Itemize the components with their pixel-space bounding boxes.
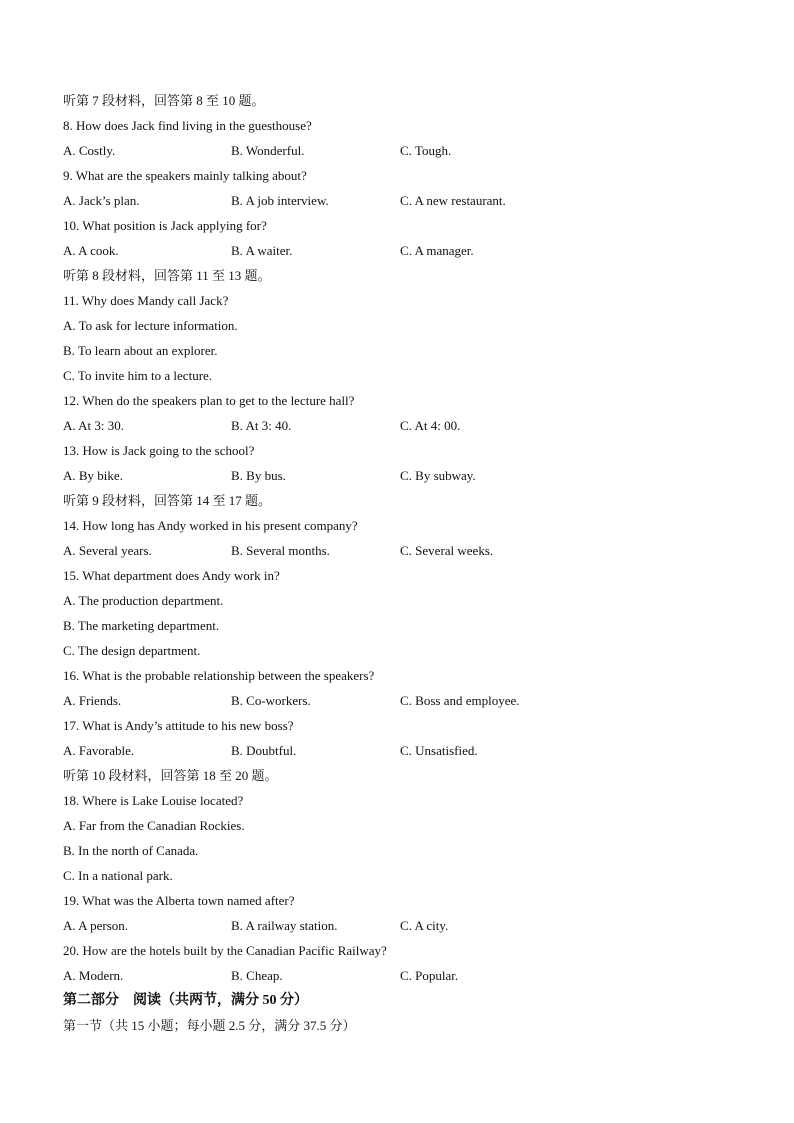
option-a: A. To ask for lecture information. — [63, 318, 238, 333]
question-9: 9. What are the speakers mainly talking about? — [63, 168, 307, 183]
section-instruction-10: 听第 10 段材料，回答第 18 至 20 题。 — [63, 768, 278, 783]
options-12 — [63, 413, 743, 438]
option-a: A. Jack’s plan. — [63, 193, 140, 208]
option-b: B. The marketing department. — [63, 618, 220, 633]
option-c: C. A new restaurant. — [400, 193, 506, 208]
option-a: A. Friends. — [63, 693, 122, 708]
option-a: A. Favorable. — [63, 743, 135, 758]
option-b: B. Co-workers. — [231, 693, 311, 708]
section-instruction-8: 听第 8 段材料，回答第 11 至 13 题。 — [63, 268, 271, 283]
option-a: A. Far from the Canadian Rockies. — [63, 818, 245, 833]
option-b: B. By bus. — [231, 468, 286, 483]
option-b: B. A waiter. — [231, 243, 293, 258]
option-a: A. The production department. — [63, 593, 224, 608]
options-14 — [63, 538, 743, 563]
option-a: A. At 3: 30. — [63, 418, 125, 433]
section-instruction-9: 听第 9 段材料，回答第 14 至 17 题。 — [63, 493, 272, 508]
option-b: B. To learn about an explorer. — [63, 343, 218, 358]
option-c: C. At 4: 00. — [400, 418, 461, 433]
question-19: 19. What was the Alberta town named after? — [63, 893, 295, 908]
question-20: 20. How are the hotels built by the Canadian Pacific Railway? — [63, 943, 387, 958]
options-17 — [63, 738, 743, 763]
option-c: C. In a national park. — [63, 868, 173, 883]
option-a: A. A cook. — [63, 243, 119, 258]
option-c: C. Boss and employee. — [400, 693, 520, 708]
option-a: A. Several years. — [63, 543, 152, 558]
option-c: C. Tough. — [400, 143, 452, 158]
question-10: 10. What position is Jack applying for? — [63, 218, 267, 233]
question-18: 18. Where is Lake Louise located? — [63, 793, 244, 808]
question-14: 14. How long has Andy worked in his present company? — [63, 518, 358, 533]
option-a: A. By bike. — [63, 468, 123, 483]
question-15: 15. What department does Andy work in? — [63, 568, 280, 583]
option-c: C. Popular. — [400, 968, 459, 983]
options-9 — [63, 188, 743, 213]
option-a: A. A person. — [63, 918, 128, 933]
options-16 — [63, 688, 743, 713]
option-a: A. Costly. — [63, 143, 116, 158]
option-c: C. By subway. — [400, 468, 476, 483]
option-b: B. Wonderful. — [231, 143, 305, 158]
part2-title-label: 第二部分 — [63, 993, 119, 1008]
options-13 — [63, 463, 743, 488]
option-c: C. A manager. — [400, 243, 474, 258]
option-c: C. The design department. — [63, 643, 201, 658]
options-10 — [63, 238, 743, 263]
question-16: 16. What is the probable relationship between the speakers? — [63, 668, 375, 683]
option-b: B. Cheap. — [231, 968, 283, 983]
options-20 — [63, 963, 743, 988]
question-8: 8. How does Jack find living in the guesthouse? — [63, 118, 312, 133]
section-instruction-7: 听第 7 段材料，回答第 8 至 10 题。 — [63, 93, 265, 108]
options-19 — [63, 913, 743, 938]
option-b: B. At 3: 40. — [231, 418, 292, 433]
option-b: B. Several months. — [231, 543, 330, 558]
question-12: 12. When do the speakers plan to get to the lecture hall? — [63, 393, 355, 408]
option-b: B. A railway station. — [231, 918, 338, 933]
part2-title-desc: 阅读（共两节，满分 50 分） — [133, 993, 308, 1008]
option-c: C. Unsatisfied. — [400, 743, 478, 758]
part2-heading — [63, 988, 743, 1013]
question-11: 11. Why does Mandy call Jack? — [63, 293, 229, 308]
question-17: 17. What is Andy’s attitude to his new boss? — [63, 718, 294, 733]
option-b: B. In the north of Canada. — [63, 843, 199, 858]
option-c: C. A city. — [400, 918, 449, 933]
option-b: B. Doubtful. — [231, 743, 297, 758]
option-b: B. A job interview. — [231, 193, 329, 208]
options-8 — [63, 138, 743, 163]
option-a: A. Modern. — [63, 968, 124, 983]
question-13: 13. How is Jack going to the school? — [63, 443, 255, 458]
part2-section1-heading: 第一节（共 15 小题；每小题 2.5 分，满分 37.5 分） — [63, 1018, 356, 1033]
option-c: C. To invite him to a lecture. — [63, 368, 213, 383]
listening-questions — [63, 88, 743, 1038]
option-c: C. Several weeks. — [400, 543, 494, 558]
